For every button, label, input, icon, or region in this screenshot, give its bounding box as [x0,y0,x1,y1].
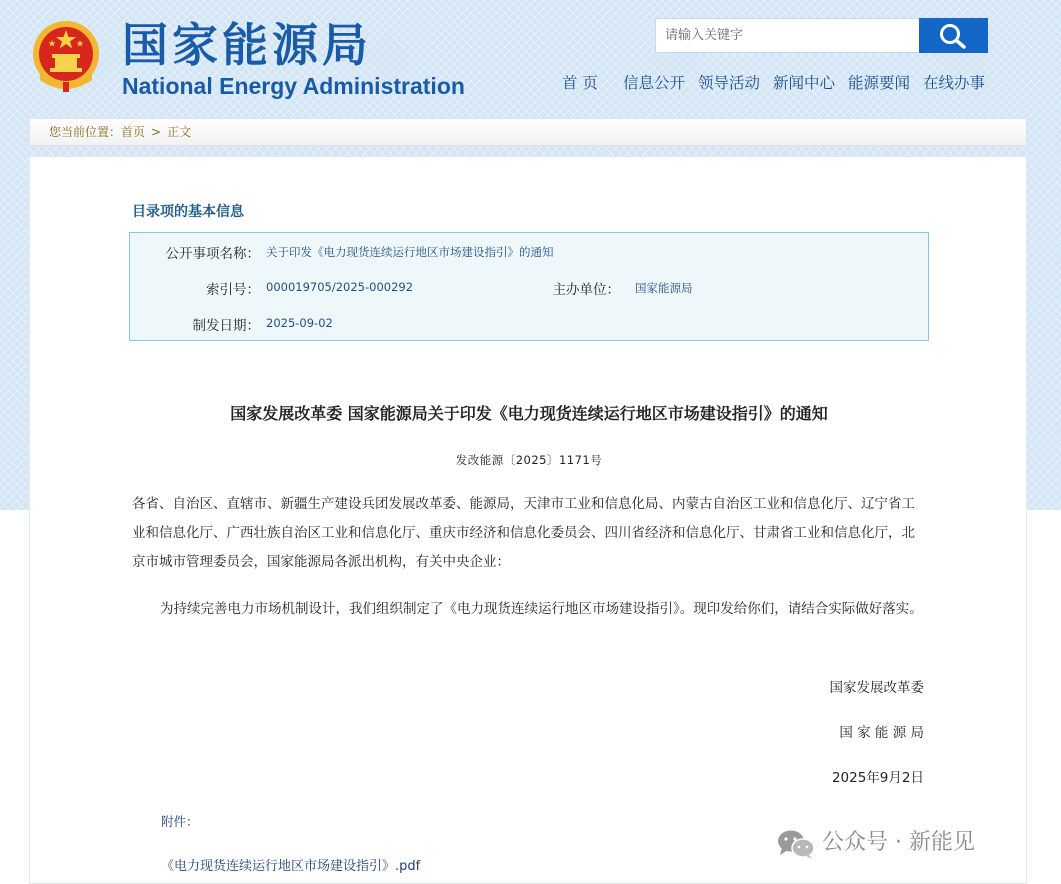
document-title: 国家发展改革委 国家能源局关于印发《电力现货连续运行地区市场建设指引》的通知 [230,404,828,423]
catalog-issuer-label: 主办单位： [552,282,620,298]
nav-item-info-disclosure[interactable]: 信息公开 [623,74,686,92]
catalog-issuer-value: 国家能源局 [635,281,693,295]
article-panel [29,156,1027,884]
document-recipients: 各省、自治区、直辖市、新疆生产建设兵团发展改革委、能源局，天津市工业和信息化局、内蒙古自治区工业和信息化厅、辽宁省工业和信息化厅、广西壮族自治区工业和信息化厅、重庆市经济和信息化委员会、四川省经济和信息化厅、甘肃省工业和信息化厅，北京市城市管理委员会，国家能源局各派出机构，有关中央企业： [132,496,915,570]
nav-item-energy-news[interactable]: 能源要闻 [848,74,911,92]
breadcrumb-current: 正文 [167,125,192,139]
breadcrumb-separator: > [151,125,162,139]
document-number: 发改能源〔2025〕1171号 [455,453,603,467]
search-input[interactable] [656,19,918,52]
catalog-title-value: 关于印发《电力现货连续运行地区市场建设指引》的通知 [266,245,554,259]
catalog-info-box [129,232,929,341]
attachment-link[interactable]: 《电力现货连续运行地区市场建设指引》.pdf [161,859,421,874]
catalog-index-label: 索引号： [206,282,260,298]
catalog-date-label: 制发日期： [192,318,260,334]
nav-item-home[interactable]: 首 页 [562,74,598,92]
site-title-cn: 国家能源局 [122,18,372,72]
catalog-index-value: 000019705/2025-000292 [266,280,414,294]
wechat-icon [776,828,816,860]
attachment-label: 附件： [161,814,199,829]
signer-nea: 国 家 能 源 局 [839,725,924,741]
site-header [0,0,1061,118]
signer-ndrc: 国家发展改革委 [829,680,924,696]
search-icon [938,22,968,50]
search-button[interactable] [919,18,988,53]
breadcrumb-home-link[interactable]: 首页 [121,125,146,139]
nav-item-online-services[interactable]: 在线办事 [923,74,986,92]
catalog-title-label: 公开事项名称： [165,246,260,262]
search-box [655,18,987,53]
breadcrumb-prefix: 您当前位置： [49,125,122,139]
nav-item-news-center[interactable]: 新闻中心 [773,74,836,92]
catalog-date-value: 2025-09-02 [266,316,333,330]
sign-date: 2025年9月2日 [831,770,924,786]
site-title-en: National Energy Administration [122,73,465,99]
breadcrumb [29,118,1027,146]
watermark-text: 公众号 · 新能见 [822,830,975,855]
catalog-heading: 目录项的基本信息 [132,204,244,220]
document-body: 为持续完善电力市场机制设计，我们组织制定了《电力现货连续运行地区市场建设指引》。现印发给你们，请结合实际做好落实。 [160,601,923,617]
national-emblem-icon [30,18,102,94]
nav-item-leadership[interactable]: 领导活动 [698,74,761,92]
